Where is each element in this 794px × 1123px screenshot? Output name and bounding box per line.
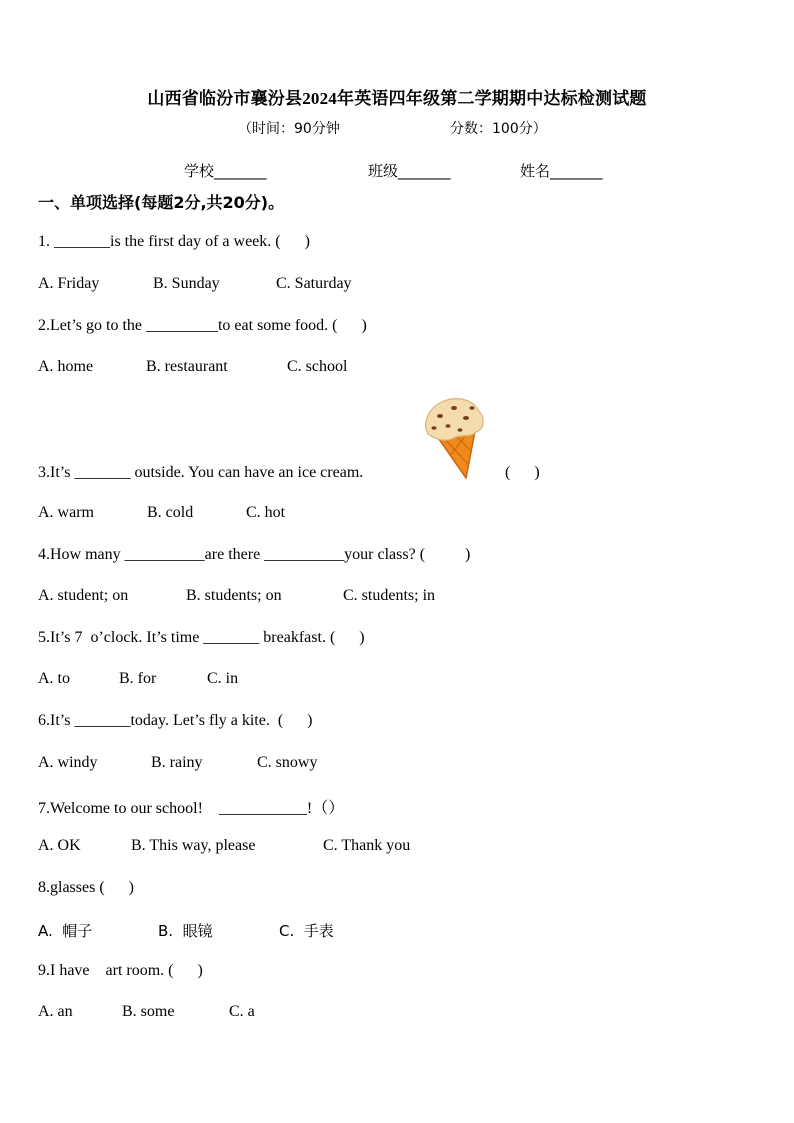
q7-option-a[interactable]: A. OK	[38, 837, 81, 854]
q5-option-b[interactable]: B. for	[119, 670, 157, 687]
q3-option-b[interactable]: B. cold	[147, 504, 194, 521]
q2-option-c[interactable]: C. school	[287, 358, 348, 375]
question-2: 2.Let’s go to the _________to eat some food. ( )	[38, 317, 367, 334]
name-field[interactable]: 姓名_______	[520, 162, 603, 180]
class-field[interactable]: 班级_______	[368, 162, 451, 180]
school-field[interactable]: 学校_______	[184, 162, 267, 180]
question-8: 8.glasses ( )	[38, 879, 134, 896]
q9-option-a[interactable]: A. an	[38, 1003, 73, 1020]
q4-option-a[interactable]: A. student; on	[38, 587, 129, 604]
q1-option-c[interactable]: C. Saturday	[276, 275, 352, 292]
question-5: 5.It’s 7 o’clock. It’s time _______ breakfast. ( )	[38, 629, 365, 646]
question-6: 6.It’s _______today. Let’s fly a kite. ( )	[38, 712, 313, 729]
q5-option-c[interactable]: C. in	[207, 670, 239, 687]
q3-option-c[interactable]: C. hot	[246, 504, 286, 521]
exam-time: （时间：90分钟	[238, 121, 340, 137]
q7-option-c[interactable]: C. Thank you	[323, 837, 411, 854]
q2-option-a[interactable]: A. home	[38, 358, 94, 375]
q8-option-b[interactable]: B. 眼镜	[158, 922, 213, 940]
q8-option-c[interactable]: C. 手表	[279, 922, 334, 940]
q9-option-b[interactable]: B. some	[122, 1003, 175, 1020]
exam-title: 山西省临汾市襄汾县2024年英语四年级第二学期期中达标检测试题	[147, 89, 647, 108]
q5-option-a[interactable]: A. to	[38, 670, 70, 687]
q3-answer-bracket: ( )	[505, 464, 540, 481]
scoop-shape	[426, 399, 483, 440]
q4-option-c[interactable]: C. students; in	[343, 587, 436, 604]
exam-score: 分数：100分）	[450, 121, 547, 137]
ice-cream-image	[420, 394, 490, 482]
q9-option-c[interactable]: C. a	[229, 1003, 255, 1020]
question-7: 7.Welcome to our school! ___________!（）	[38, 800, 345, 817]
q3-option-a[interactable]: A. warm	[38, 504, 94, 521]
q2-option-b[interactable]: B. restaurant	[146, 358, 228, 375]
q7-option-b[interactable]: B. This way, please	[131, 837, 256, 854]
question-9: 9.I have art room. ( )	[38, 962, 203, 979]
q1-option-a[interactable]: A. Friday	[38, 275, 100, 292]
q6-option-b[interactable]: B. rainy	[151, 754, 203, 771]
q6-option-a[interactable]: A. windy	[38, 754, 98, 771]
section-title: 一、单项选择(每题2分,共20分)。	[38, 193, 285, 212]
q4-option-b[interactable]: B. students; on	[186, 587, 282, 604]
question-4: 4.How many __________are there __________your class? ( )	[38, 546, 471, 563]
question-1: 1. _______is the first day of a week. ( )	[38, 233, 310, 250]
q1-option-b[interactable]: B. Sunday	[153, 275, 220, 292]
question-3: 3.It’s _______ outside. You can have an ice cream.	[38, 464, 364, 481]
q8-option-a[interactable]: A. 帽子	[38, 922, 93, 940]
q6-option-c[interactable]: C. snowy	[257, 754, 318, 771]
